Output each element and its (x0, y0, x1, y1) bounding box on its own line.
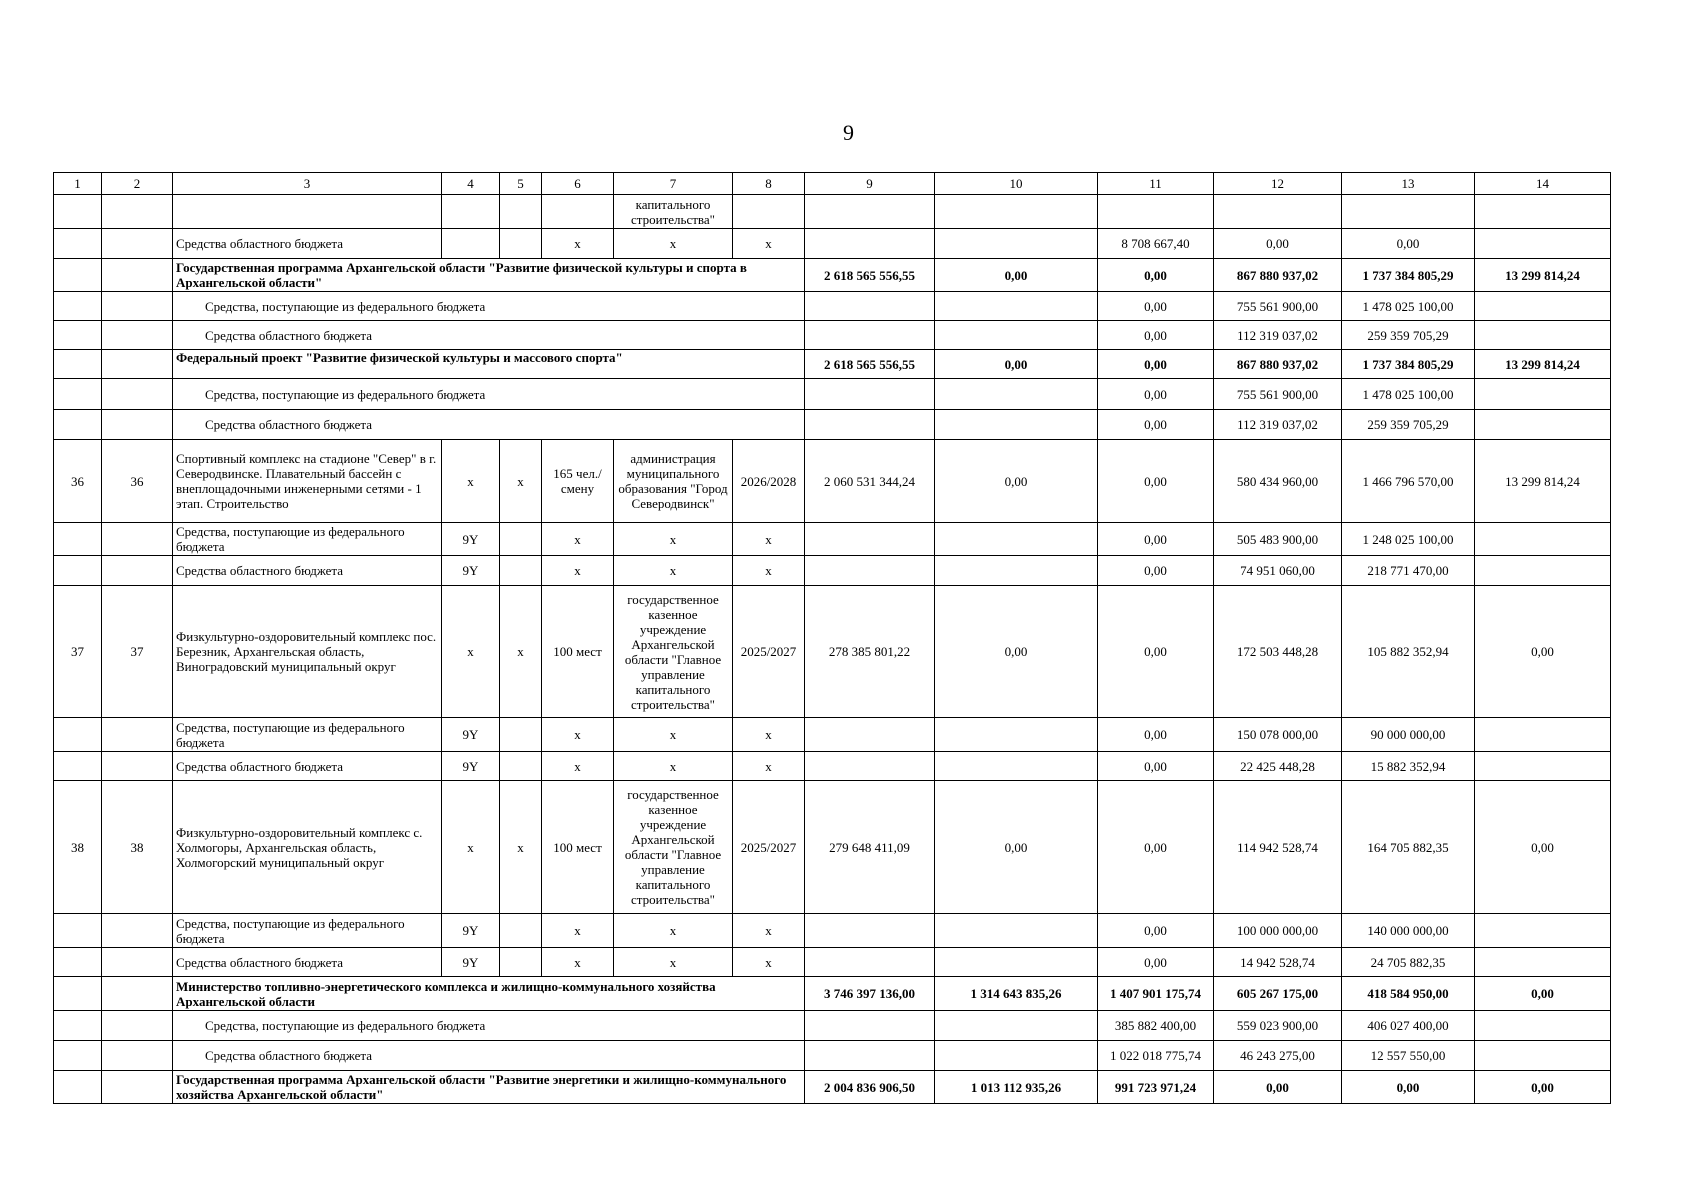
cell: х (733, 752, 805, 781)
cell: 100 000 000,00 (1214, 914, 1342, 948)
cell: 0,00 (1098, 718, 1214, 752)
row-name: Средства, поступающие из федерального бюджета (173, 379, 805, 410)
table-row (54, 556, 1611, 586)
cell: 9Y (442, 914, 500, 948)
cell: 559 023 900,00 (1214, 1011, 1342, 1041)
row-name: Средства областного бюджета (173, 410, 805, 440)
cell: 13 299 814,24 (1475, 350, 1611, 379)
table-row (54, 977, 1611, 1011)
cell: 867 880 937,02 (1214, 259, 1342, 292)
cell: 9Y (442, 948, 500, 977)
row-name: Государственная программа Архангельской области "Развитие физической культуры и спорта в Архангельской области" (173, 259, 805, 292)
cell: 150 078 000,00 (1214, 718, 1342, 752)
cell: 1 314 643 835,26 (935, 977, 1098, 1011)
cell: х (733, 523, 805, 556)
cell: х (614, 229, 733, 259)
table-row (54, 948, 1611, 977)
table-row (54, 350, 1611, 379)
cell: 105 882 352,94 (1342, 586, 1475, 718)
row-name: Физкультурно-оздоровительный комплекс с. Холмогоры, Архангельская область, Холмогорский муниципальный округ (173, 781, 442, 914)
cell: 38 (102, 781, 173, 914)
row-name: Средства областного бюджета (173, 556, 442, 586)
cell: х (614, 718, 733, 752)
executor-cell: государственное казенное учреждение Архангельской области "Главное управление капитального строительства" (614, 586, 733, 718)
table-row (54, 523, 1611, 556)
row-name: Средства областного бюджета (173, 229, 442, 259)
cell: х (733, 914, 805, 948)
header-cell: 1 (54, 173, 102, 195)
cell: 0,00 (1098, 379, 1214, 410)
cell: 0,00 (1098, 752, 1214, 781)
table-row (54, 914, 1611, 948)
cell: 2 004 836 906,50 (805, 1071, 935, 1104)
header-row (54, 173, 1611, 195)
header-cell: 4 (442, 173, 500, 195)
row-name: Министерство топливно-энергетического комплекса и жилищно-коммунального хозяйства Архангельской области (173, 977, 805, 1011)
header-cell: 11 (1098, 173, 1214, 195)
cell: 36 (54, 440, 102, 523)
table-row (54, 410, 1611, 440)
cell: 90 000 000,00 (1342, 718, 1475, 752)
cell: 755 561 900,00 (1214, 379, 1342, 410)
row-name: Средства, поступающие из федерального бюджета (173, 914, 442, 948)
cell: 1 737 384 805,29 (1342, 350, 1475, 379)
cell: 15 882 352,94 (1342, 752, 1475, 781)
row-name: Средства, поступающие из федерального бюджета (173, 1011, 805, 1041)
cell: 0,00 (1098, 586, 1214, 718)
cell: 0,00 (1098, 914, 1214, 948)
cell: 9Y (442, 556, 500, 586)
cell: 100 мест (542, 781, 614, 914)
header-cell: 3 (173, 173, 442, 195)
executor-cell: государственное казенное учреждение Архангельской области "Главное управление капитального строительства" (614, 781, 733, 914)
cell: х (442, 781, 500, 914)
cell: 0,00 (1475, 1071, 1611, 1104)
table-row (54, 1041, 1611, 1071)
cell: 0,00 (1475, 781, 1611, 914)
cell: х (733, 556, 805, 586)
cell: 172 503 448,28 (1214, 586, 1342, 718)
row-name: Федеральный проект "Развитие физической культуры и массового спорта" (173, 350, 805, 379)
cell: 0,00 (1214, 1071, 1342, 1104)
cell: 13 299 814,24 (1475, 259, 1611, 292)
cell: 0,00 (1475, 586, 1611, 718)
cell: 38 (54, 781, 102, 914)
cell: х (614, 556, 733, 586)
cell: 0,00 (935, 586, 1098, 718)
cell: 1 478 025 100,00 (1342, 379, 1475, 410)
cell: 0,00 (1098, 948, 1214, 977)
cell: 1 478 025 100,00 (1342, 292, 1475, 321)
row-name: Спортивный комплекс на стадионе "Север" в г. Северодвинске. Плавательный бассейн с внеплощадочными инженерными сетями - 1 этап. Строительство (173, 440, 442, 523)
cell: 37 (102, 586, 173, 718)
cell: 74 951 060,00 (1214, 556, 1342, 586)
header-cell: 2 (102, 173, 173, 195)
cell: 37 (54, 586, 102, 718)
page-number: 9 (843, 120, 854, 145)
cell: х (733, 229, 805, 259)
cell: 418 584 950,00 (1342, 977, 1475, 1011)
row-name: Государственная программа Архангельской области "Развитие энергетики и жилищно-коммунального хозяйства Архангельской области" (173, 1071, 805, 1104)
cell: 0,00 (1214, 229, 1342, 259)
cell: 36 (102, 440, 173, 523)
table-row (54, 292, 1611, 321)
table-row (54, 321, 1611, 350)
cell: 0,00 (935, 259, 1098, 292)
cell: 0,00 (1342, 1071, 1475, 1104)
cell: 3 746 397 136,00 (805, 977, 935, 1011)
cell: х (614, 948, 733, 977)
cell: х (500, 440, 542, 523)
cell: х (542, 229, 614, 259)
row-name: Средства областного бюджета (173, 321, 805, 350)
cell: 1 022 018 775,74 (1098, 1041, 1214, 1071)
cell: 12 557 550,00 (1342, 1041, 1475, 1071)
cell: 991 723 971,24 (1098, 1071, 1214, 1104)
cell: х (733, 718, 805, 752)
executor-cell: капитального строительства" (614, 195, 733, 229)
cell: 114 942 528,74 (1214, 781, 1342, 914)
cell: 2 618 565 556,55 (805, 259, 935, 292)
cell: 165 чел./смену (542, 440, 614, 523)
cell: 140 000 000,00 (1342, 914, 1475, 948)
cell: 46 243 275,00 (1214, 1041, 1342, 1071)
cell: х (542, 556, 614, 586)
cell: 259 359 705,29 (1342, 410, 1475, 440)
budget-table (53, 172, 1611, 1104)
table-row (54, 752, 1611, 781)
table-row (54, 586, 1611, 718)
header-cell: 5 (500, 173, 542, 195)
cell: 8 708 667,40 (1098, 229, 1214, 259)
cell: 0,00 (1098, 440, 1214, 523)
cell: 14 942 528,74 (1214, 948, 1342, 977)
cell: 100 мест (542, 586, 614, 718)
cell: 2025/2027 (733, 586, 805, 718)
cell: 24 705 882,35 (1342, 948, 1475, 977)
table-row (54, 229, 1611, 259)
table-row (54, 781, 1611, 914)
cell: 0,00 (1475, 977, 1611, 1011)
header-cell: 13 (1342, 173, 1475, 195)
cell: 385 882 400,00 (1098, 1011, 1214, 1041)
cell: 0,00 (1098, 556, 1214, 586)
cell: 0,00 (1098, 781, 1214, 914)
cell: 867 880 937,02 (1214, 350, 1342, 379)
executor-cell: администрация муниципального образования "Город Северодвинск" (614, 440, 733, 523)
header-cell: 9 (805, 173, 935, 195)
cell: 0,00 (1098, 523, 1214, 556)
cell: х (614, 523, 733, 556)
cell: 2026/2028 (733, 440, 805, 523)
cell: 1 013 112 935,26 (935, 1071, 1098, 1104)
cell: 605 267 175,00 (1214, 977, 1342, 1011)
table-row (54, 195, 1611, 229)
cell: 164 705 882,35 (1342, 781, 1475, 914)
cell: 0,00 (1342, 229, 1475, 259)
cell: х (542, 718, 614, 752)
cell: 1 407 901 175,74 (1098, 977, 1214, 1011)
row-name: Средства, поступающие из федерального бюджета (173, 523, 442, 556)
header-cell: 8 (733, 173, 805, 195)
cell: 112 319 037,02 (1214, 410, 1342, 440)
header-cell: 10 (935, 173, 1098, 195)
cell: х (442, 586, 500, 718)
row-name: Средства областного бюджета (173, 948, 442, 977)
cell: х (542, 523, 614, 556)
cell: 2 618 565 556,55 (805, 350, 935, 379)
cell: 755 561 900,00 (1214, 292, 1342, 321)
cell: 2025/2027 (733, 781, 805, 914)
header-cell: 6 (542, 173, 614, 195)
cell: 259 359 705,29 (1342, 321, 1475, 350)
cell: 0,00 (1098, 321, 1214, 350)
cell: 0,00 (935, 781, 1098, 914)
cell: х (500, 586, 542, 718)
cell: 112 319 037,02 (1214, 321, 1342, 350)
cell: 1 248 025 100,00 (1342, 523, 1475, 556)
header-cell: 14 (1475, 173, 1611, 195)
cell: х (442, 440, 500, 523)
table-row (54, 1011, 1611, 1041)
cell: х (733, 948, 805, 977)
row-name: Средства, поступающие из федерального бюджета (173, 292, 805, 321)
cell: 406 027 400,00 (1342, 1011, 1475, 1041)
cell: 0,00 (1098, 350, 1214, 379)
cell: 2 060 531 344,24 (805, 440, 935, 523)
header-cell: 12 (1214, 173, 1342, 195)
cell: 1 737 384 805,29 (1342, 259, 1475, 292)
cell: х (614, 914, 733, 948)
row-name: Средства областного бюджета (173, 752, 442, 781)
header-cell: 7 (614, 173, 733, 195)
table-row (54, 379, 1611, 410)
cell: х (542, 914, 614, 948)
row-name: Средства, поступающие из федерального бюджета (173, 718, 442, 752)
cell: 9Y (442, 523, 500, 556)
table-row (54, 259, 1611, 292)
cell: 505 483 900,00 (1214, 523, 1342, 556)
cell: х (500, 781, 542, 914)
row-name: Физкультурно-оздоровительный комплекс пос. Березник, Архангельская область, Виноградовский муниципальный округ (173, 586, 442, 718)
row-name: Средства областного бюджета (173, 1041, 805, 1071)
cell: 278 385 801,22 (805, 586, 935, 718)
cell: 0,00 (935, 440, 1098, 523)
cell: 13 299 814,24 (1475, 440, 1611, 523)
cell: х (542, 948, 614, 977)
table-row (54, 1071, 1611, 1104)
cell: 1 466 796 570,00 (1342, 440, 1475, 523)
cell: 9Y (442, 718, 500, 752)
cell: 580 434 960,00 (1214, 440, 1342, 523)
cell: 0,00 (935, 350, 1098, 379)
cell: 279 648 411,09 (805, 781, 935, 914)
cell: 0,00 (1098, 410, 1214, 440)
table-row (54, 440, 1611, 523)
table-row (54, 718, 1611, 752)
cell: х (542, 752, 614, 781)
cell: х (614, 752, 733, 781)
cell: 22 425 448,28 (1214, 752, 1342, 781)
cell: 0,00 (1098, 259, 1214, 292)
cell: 0,00 (1098, 292, 1214, 321)
cell: 218 771 470,00 (1342, 556, 1475, 586)
cell: 9Y (442, 752, 500, 781)
